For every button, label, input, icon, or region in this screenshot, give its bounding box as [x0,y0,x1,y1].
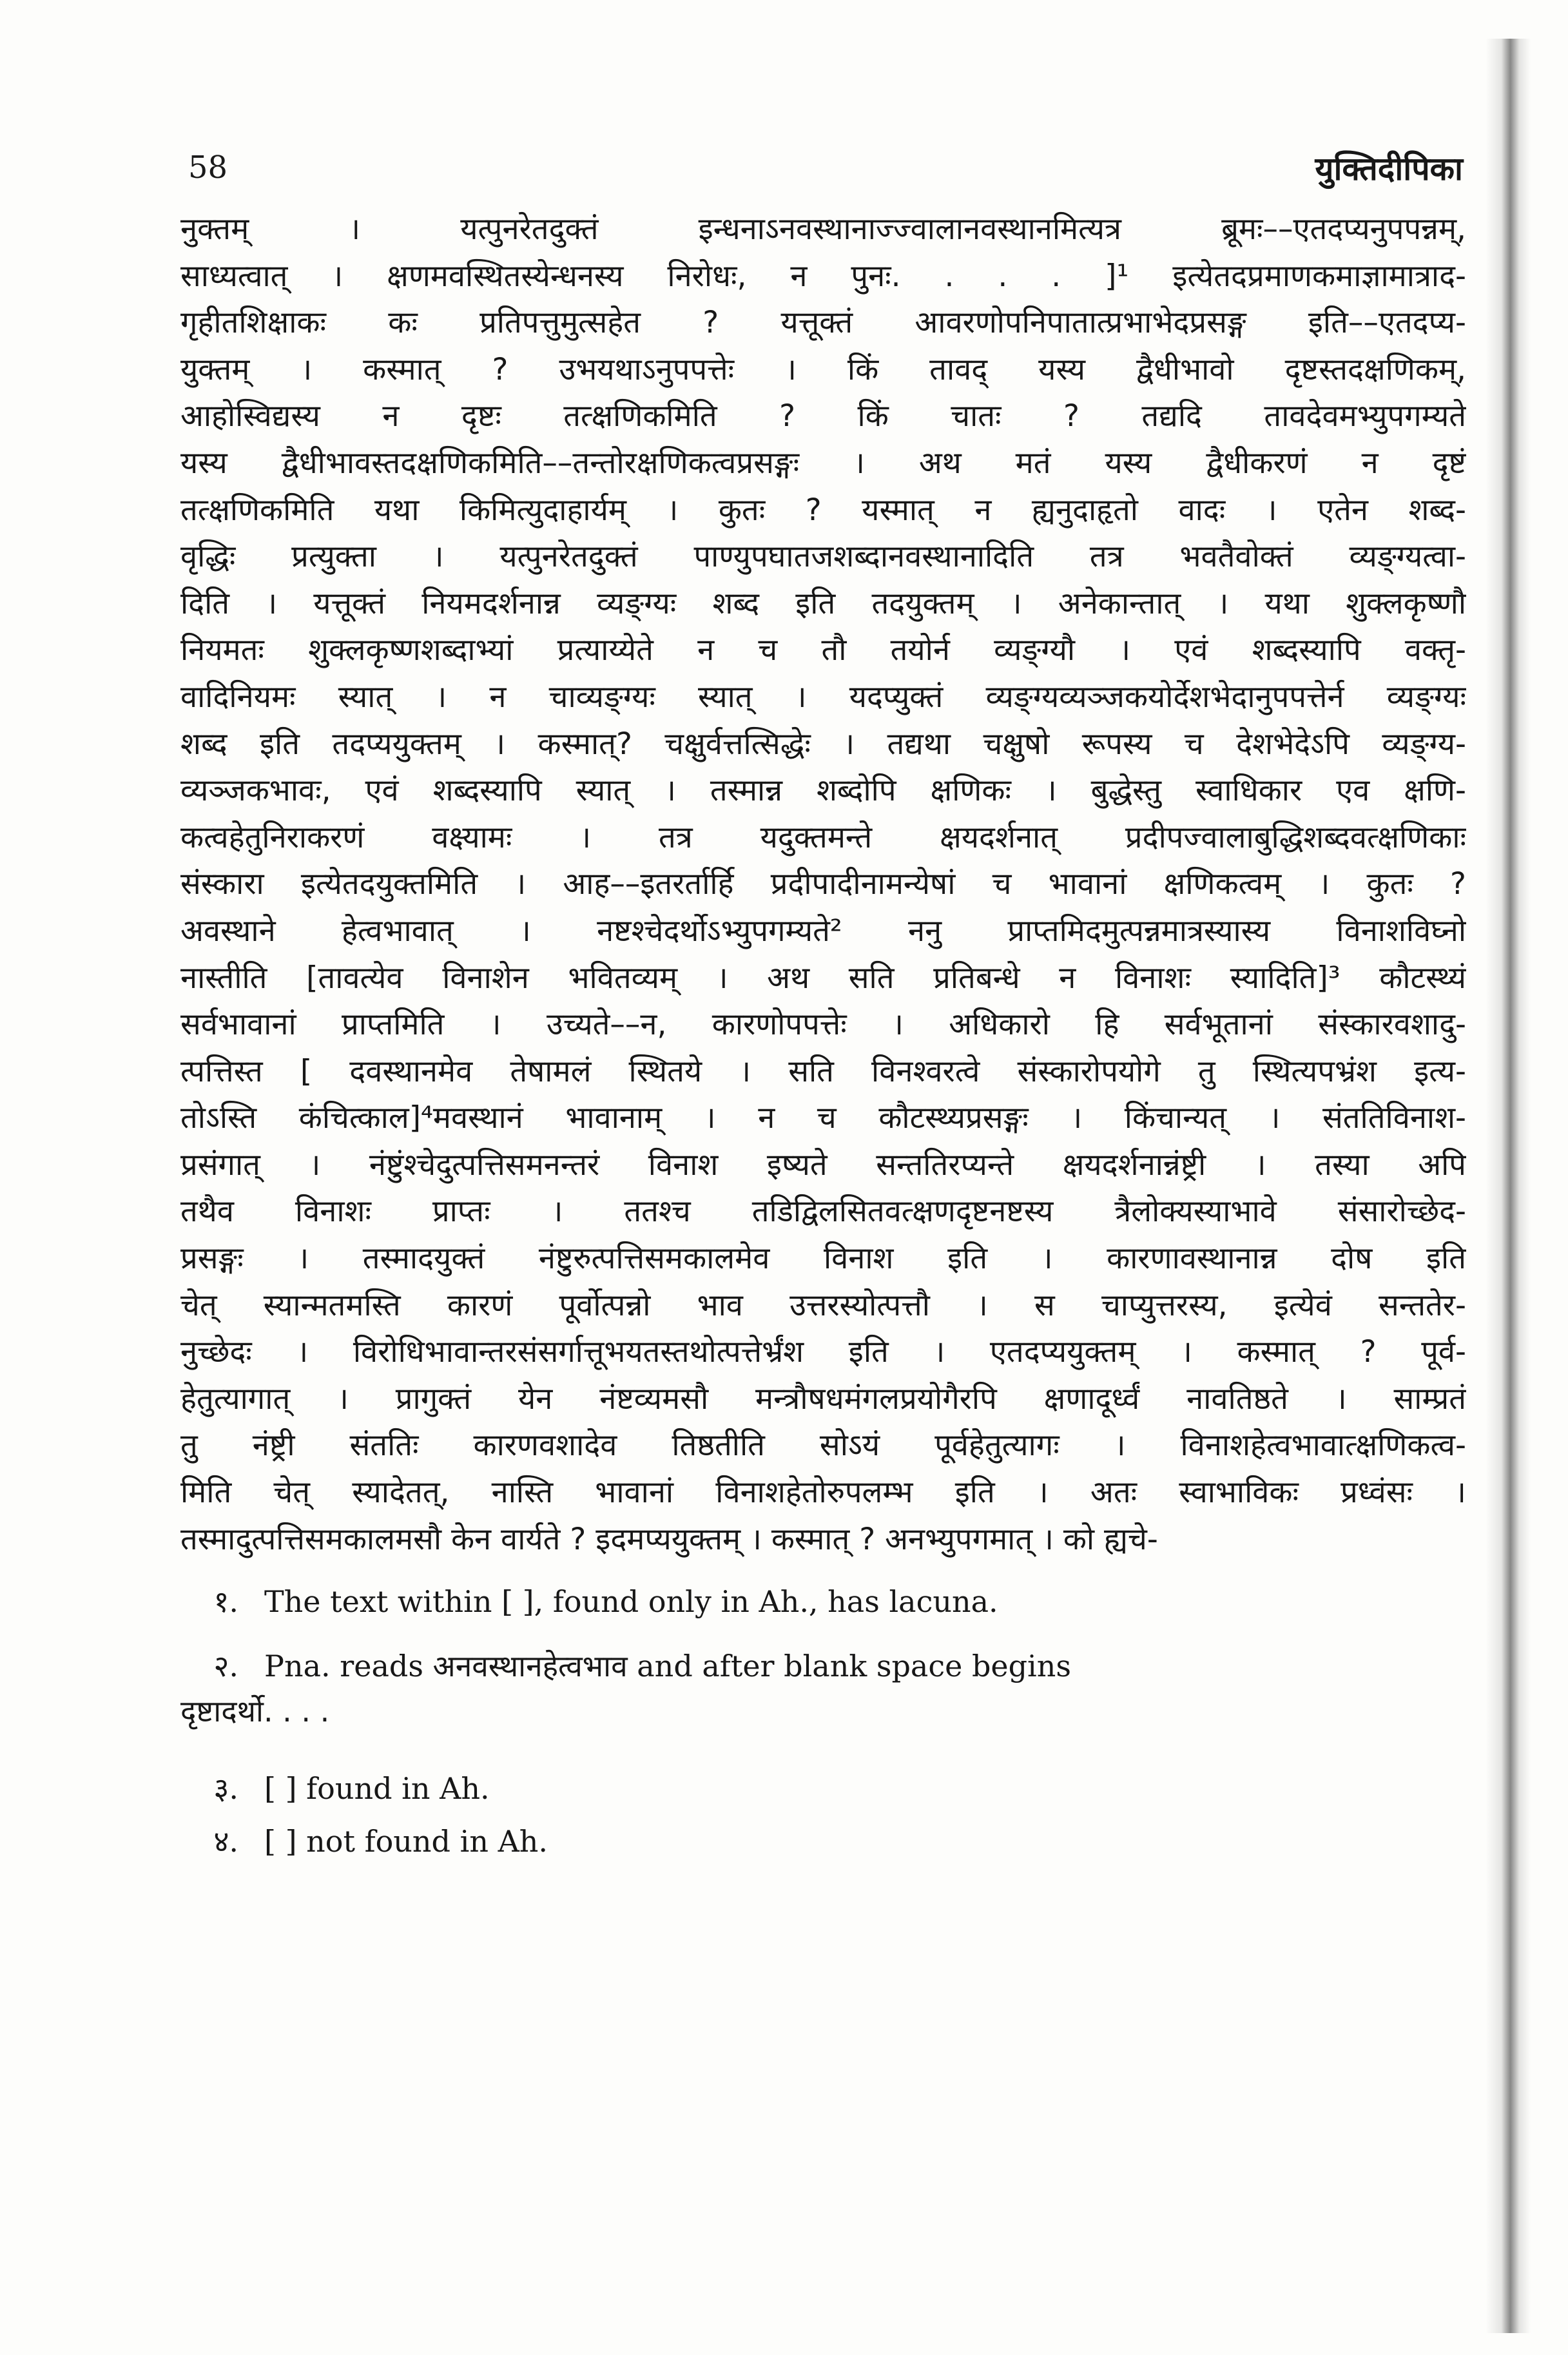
text-line: दिति । यत्तूक्तं नियमदर्शनान्न व्यङ्ग्यः शब्द इति तदयुक्तम् । अनेकान्तात् । यथा शुक्लकृष्णौ [180,585,1466,621]
text-line: वादिनियमः स्यात् । न चाव्यङ्ग्यः स्यात् । यदप्युक्तं व्यङ्ग्यव्यञ्जकयोर्देशभेदानुपपत्तेर्न व्यङ्ग्यः [180,679,1466,715]
text-line: आहोस्विद्यस्य न दृष्टः तत्क्षणिकमिति ? किं चातः ? तद्यदि तावदेवमभ्युपगम्यते [180,398,1466,434]
text-line: हेतुत्यागात् । प्रागुक्तं येन नंष्टव्यमसौ मन्त्रौषधमंगलप्रयोगैरपि क्षणादूर्ध्वं नावतिष्ठते । साम्प्रतं [180,1381,1466,1417]
text-line: वृद्धिः प्रत्युक्ता । यत्पुनरेतदुक्तं पाण्युपघातजशब्दानवस्थानादिति तत्र भवतैवोक्तं व्यङ्ग्यत्वा- [180,539,1466,575]
footnotes [180,1579,1466,1864]
text-line: नास्तीति [तावत्येव विनाशेन भवितव्यम् । अथ सति प्रतिबन्धे न विनाशः स्यादिति]³ कौटस्थ्यं [180,960,1466,996]
text-line: सर्वभावानां प्राप्तमिति । उच्यते––न, कारणोपपत्तेः । अधिकारो हि सर्वभूतानां संस्कारवशादु- [180,1007,1466,1043]
footnote-text: The text within [ ], found only in Ah., has lacuna. [264,1584,998,1619]
text-line: तथैव विनाशः प्राप्तः । ततश्च तडिद्विलसितवत्क्षणदृष्टनष्टस्य त्रैलोक्यस्याभावे संसारोच्छेद- [180,1194,1466,1230]
footnote-1 [180,1579,1466,1624]
footnote-text: [ ] found in Ah. [264,1771,490,1806]
main-text-block [180,206,1466,1563]
running-head: युक्तिदीपिका [1315,150,1463,188]
text-line: नुच्छेदः । विरोधिभावान्तरसंसर्गात्तूभयतस्तथोत्पत्तेर्भ्रंश इति । एतदप्ययुक्तम् । कस्मात् ? पूर्व- [180,1334,1466,1370]
footnote-2 [180,1643,1466,1689]
footnote-text: Pna. reads अनवस्थानहेत्वभाव and after blank space begins [264,1649,1071,1683]
text-line: व्यञ्जकभावः, एवं शब्दस्यापि स्यात् । तस्मान्न शब्दोपि क्षणिकः । बुद्धेस्तु स्वाधिकार एव क्षणि- [180,773,1466,809]
text-line: तस्मादुत्पत्तिसमकालमसौ केन वार्यते ? इदमप्ययुक्तम् । कस्मात् ? अनभ्युपगमात् । को ह्यचे- [180,1521,1158,1557]
footnote-2-continuation: दृष्टादर्थो. . . . [180,1694,330,1729]
footnote-number: ३. [213,1771,238,1806]
text-line: साध्यत्वात् । क्षणमवस्थितस्येन्धनस्य निरोधः, न पुनः. . . . ]¹ इत्येतदप्रमाणकमाज्ञामात्राद- [180,258,1466,294]
text-line: युक्तम् । कस्मात् ? उभयथाऽनुपपत्तेः । किं तावद् यस्य द्वैधीभावो दृष्टस्तदक्षणिकम्, [180,351,1466,387]
text-line: मिति चेत् स्यादेतत्, नास्ति भावानां विनाशहेतोरुपलम्भ इति । अतः स्वाभाविकः प्रध्वंसः । [180,1475,1466,1511]
footnote-text: [ ] not found in Ah. [264,1824,548,1859]
text-line: नियमतः शुक्लकृष्णशब्दाभ्यां प्रत्याय्येते न च तौ तयोर्न व्यङ्ग्यौ । एवं शब्दस्यापि वक्तृ- [180,632,1466,668]
text-line: अवस्थाने हेत्वभावात् । नष्टश्चेदर्थोऽभ्युपगम्यते² ननु प्राप्तमिदमुत्पन्नमात्रस्यास्य विनाशविघ्नो [180,913,1466,949]
text-line: तोऽस्ति कंचित्काल]⁴मवस्थानं भावानाम् । न च कौटस्थ्यप्रसङ्गः । किंचान्यत् । संततिविनाश- [180,1100,1466,1136]
text-line: तु नंष्ट्री संततिः कारणवशादेव तिष्ठतीति सोऽयं पूर्वहेतुत्यागः । विनाशहेत्वभावात्क्षणिकत्व- [180,1428,1466,1464]
footnote-number: २. [213,1649,238,1683]
footnote-4 [180,1819,1466,1864]
text-line: संस्कारा इत्येतदयुक्तमिति । आह––इतरर्तार्हि प्रदीपादीनामन्येषां च भावानां क्षणिकत्वम् । कुतः ? [180,866,1466,902]
text-line: गृहीतशिक्षाकः कः प्रतिपत्तुमुत्सहेत ? यत्तूक्तं आवरणोपनिपातात्प्रभाभेदप्रसङ्ग इति––एतदप्य- [180,305,1466,341]
text-line: कत्वहेतुनिराकरणं वक्ष्यामः । तत्र यदुक्तमन्ते क्षयदर्शनात् प्रदीपज्वालाबुद्धिशब्दवत्क्षणिकाः [180,819,1466,855]
text-line: यस्य द्वैधीभावस्तदक्षणिकमिति––तन्तोरक्षणिकत्वप्रसङ्गः । अथ मतं यस्य द्वैधीकरणं न दृष्टं [180,445,1466,481]
text-line: शब्द इति तदप्ययुक्तम् । कस्मात्? चक्षुर्वत्तत्सिद्धेः । तद्यथा चक्षुषो रूपस्य च देशभेदेऽपि व्यङ्ग्य- [180,726,1466,762]
footnote-number: १. [213,1584,238,1619]
footnote-3 [180,1766,1466,1811]
text-line: तत्क्षणिकमिति यथा किमित्युदाहार्यम् । कुतः ? यस्मात् न ह्यनुदाहृतो वादः । एतेन शब्द- [180,492,1466,528]
text-line: प्रसंगात् । नंष्टुंश्चेदुत्पत्तिसमनन्तरं विनाश इष्यते सन्ततिरप्यन्ते क्षयदर्शनान्नंष्ट्री । तस्या अपि [180,1147,1466,1183]
text-line: त्पत्तिस्त [ दवस्थानमेव तेषामलं स्थितये । सति विनश्वरत्वे संस्कारोपयोगे तु स्थित्यपभ्रंश इत्य- [180,1053,1466,1089]
text-line: चेत् स्यान्मतमस्ति कारणं पूर्वोत्पन्नो भाव उत्तरस्योत्पत्तौ । स चाप्युत्तरस्य, इत्येवं सन्ततेर- [180,1287,1466,1323]
footnote-number: ४. [213,1824,238,1859]
page-gutter-shadow [1486,39,1531,2333]
page-number: 58 [188,150,228,186]
text-line: नुक्तम् । यत्पुनरेतदुक्तं इन्धनाऽनवस्थानाज्ज्वालानवस्थानमित्यत्र ब्रूमः––एतदप्यनुपपन्नम्, [180,211,1466,247]
text-line: प्रसङ्गः । तस्मादयुक्तं नंष्टुरुत्पत्तिसमकालमेव विनाश इति । कारणावस्थानान्न दोष इति [180,1241,1466,1277]
